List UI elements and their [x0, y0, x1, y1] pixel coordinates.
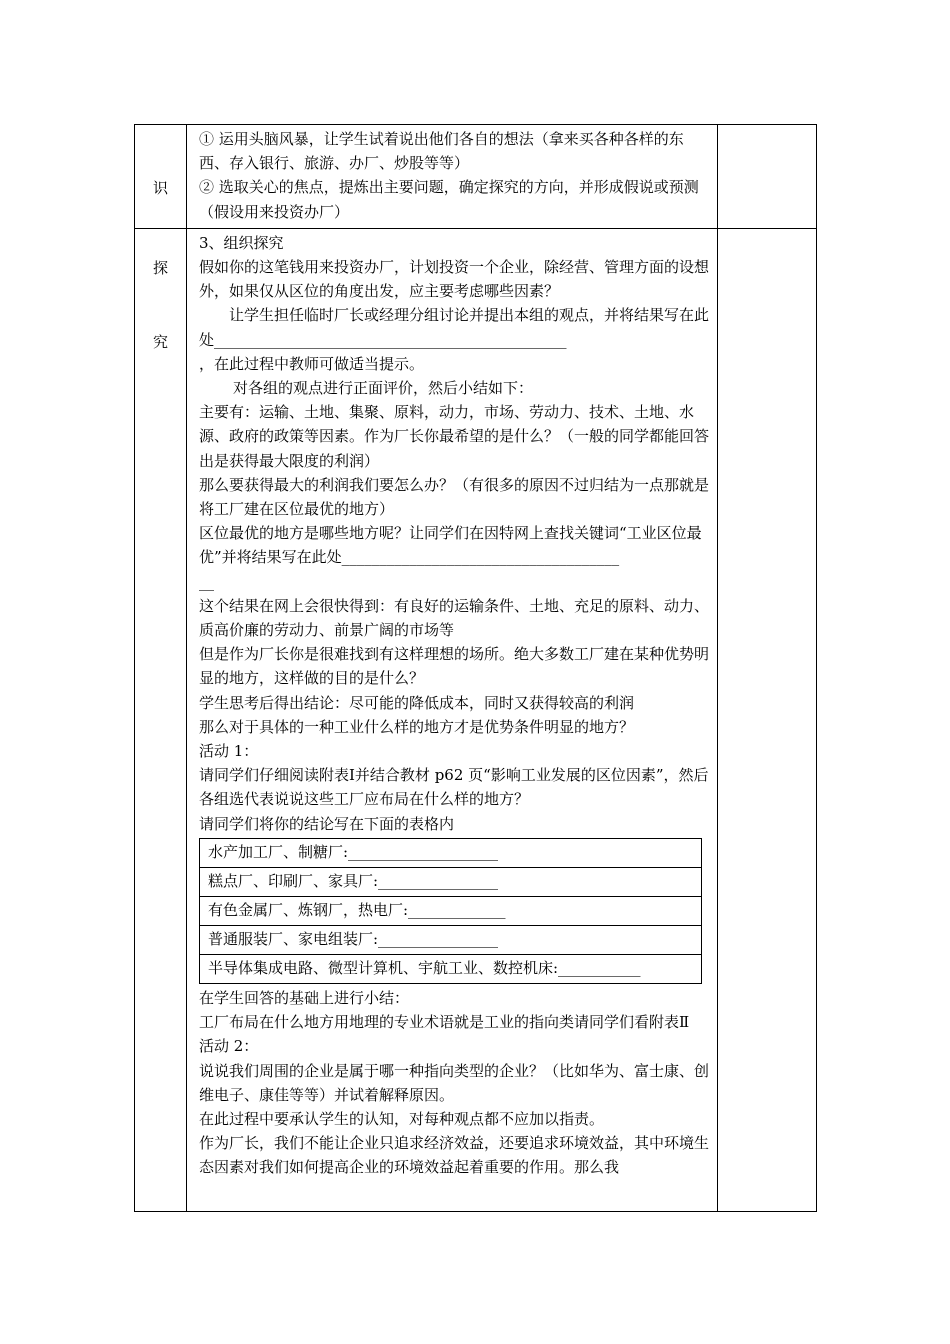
answer-cell: 有色金属厂、炼钢厂，热电厂:_____________	[200, 896, 702, 925]
paragraph: ，在此过程中教师可做适当提示。	[199, 354, 425, 373]
paragraph: 学生思考后得出结论：尽可能的降低成本，同时又获得较高的利润	[199, 693, 635, 712]
paragraph: 说说我们周围的企业是属于哪一种指向类型的企业？（比如华为、富士康、创维电子、康佳等等）并试着解释原因。	[199, 1061, 710, 1104]
content-cell	[187, 228, 718, 1211]
section-heading: 3、组织探究	[199, 233, 284, 252]
activity-heading: 活动 1：	[199, 742, 259, 761]
paragraph: 主要有：运输、土地、集聚、原料，动力，市场、劳动力、技术、土地、水源、政府的政策等因素。作为厂长你最希望的是什么？（一般的同学都能回答出是获得最大限度的利润）	[199, 403, 710, 470]
answer-cell: 水产加工厂、制糖厂:____________________	[200, 838, 702, 867]
table-row	[200, 925, 702, 954]
paragraph: 那么要获得最大的利润我们要怎么办？（有很多的原因不过归结为一点那就是将工厂建在区位最优的地方）	[199, 475, 710, 519]
paragraph: 请同学们仔细阅读附表Ⅰ并结合教材 p62 页“影响工业发展的区位因素”，然后各组选代表说说这些工厂应布局在什么样的地方？	[199, 766, 709, 809]
paragraph: 让学生担任临时厂长或经理分组讨论并提出本组的观点，并将结果写在此处_______________________________________________	[199, 306, 710, 349]
section-label: 识	[152, 179, 168, 197]
table-row	[135, 125, 817, 229]
paragraph: 对各组的观点进行正面评价，然后小结如下：	[233, 379, 534, 398]
section-label: 究	[152, 332, 168, 351]
notes-cell	[718, 228, 817, 1211]
content-cell	[187, 125, 718, 229]
table-row	[135, 228, 817, 1211]
lesson-plan-table	[134, 124, 817, 1212]
section-label-cell	[135, 125, 187, 229]
paragraph: 工厂布局在什么地方用地理的专业术语就是工业的指向类请同学们看附表Ⅱ	[199, 1013, 690, 1032]
text-line: ① 运用头脑风暴，让学生试着说出他们各自的想法（拿来买各种各样的东西、存入银行、旅游、办厂、炒股等等）	[199, 130, 684, 173]
paragraph: 在学生回答的基础上进行小结：	[199, 988, 410, 1007]
text-line: ② 选取关心的焦点，提炼出主要问题，确定探究的方向，并形成假说或预测（假设用来投资办厂）	[199, 178, 699, 221]
table-row	[200, 954, 702, 983]
paragraph: 那么对于具体的一种工业什么样的地方才是优势条件明显的地方？	[199, 717, 635, 736]
table-row	[200, 896, 702, 925]
paragraph: 在此过程中要承认学生的认知，对每种观点都不应加以指责。	[199, 1109, 605, 1128]
table-row	[200, 838, 702, 867]
paragraph: 区位最优的地方是哪些地方呢？让同学们在因特网上查找关键词“工业区位最优”并将结果写在此处_____________________________________	[199, 524, 702, 567]
answer-cell: 半导体集成电路、微型计算机、宇航工业、数控机床:___________	[200, 954, 702, 983]
table-row	[200, 867, 702, 896]
paragraph: 假如你的这笔钱用来投资办厂，计划投资一个企业，除经营、管理方面的设想外，如果仅从区位的角度出发，应主要考虑哪些因素？	[199, 258, 710, 301]
section-label: 探	[152, 258, 168, 277]
activity-heading: 活动 2：	[199, 1037, 259, 1056]
paragraph: __	[199, 572, 214, 591]
section-label-cell	[135, 228, 187, 1211]
answer-cell: 普通服装厂、家电组装厂:________________	[200, 925, 702, 954]
paragraph: 但是作为厂长你是很难找到有这样理想的场所。绝大多数工厂建在某种优势明显的地方，这样做的目的是什么？	[199, 645, 710, 688]
answer-cell: 糕点厂、印刷厂、家具厂:________________	[200, 867, 702, 896]
paragraph: 作为厂长，我们不能让企业只追求经济效益，还要追求环境效益，其中环境生态因素对我们如何提高企业的环境效益起着重要的作用。那么我	[199, 1134, 710, 1177]
notes-cell	[718, 125, 817, 229]
answer-table	[199, 838, 702, 984]
paragraph: 这个结果在网上会很快得到：有良好的运输条件、土地、充足的原料、动力、质高价廉的劳动力、前景广阔的市场等	[199, 596, 710, 640]
paragraph: 请同学们将你的结论写在下面的表格内	[199, 814, 455, 833]
